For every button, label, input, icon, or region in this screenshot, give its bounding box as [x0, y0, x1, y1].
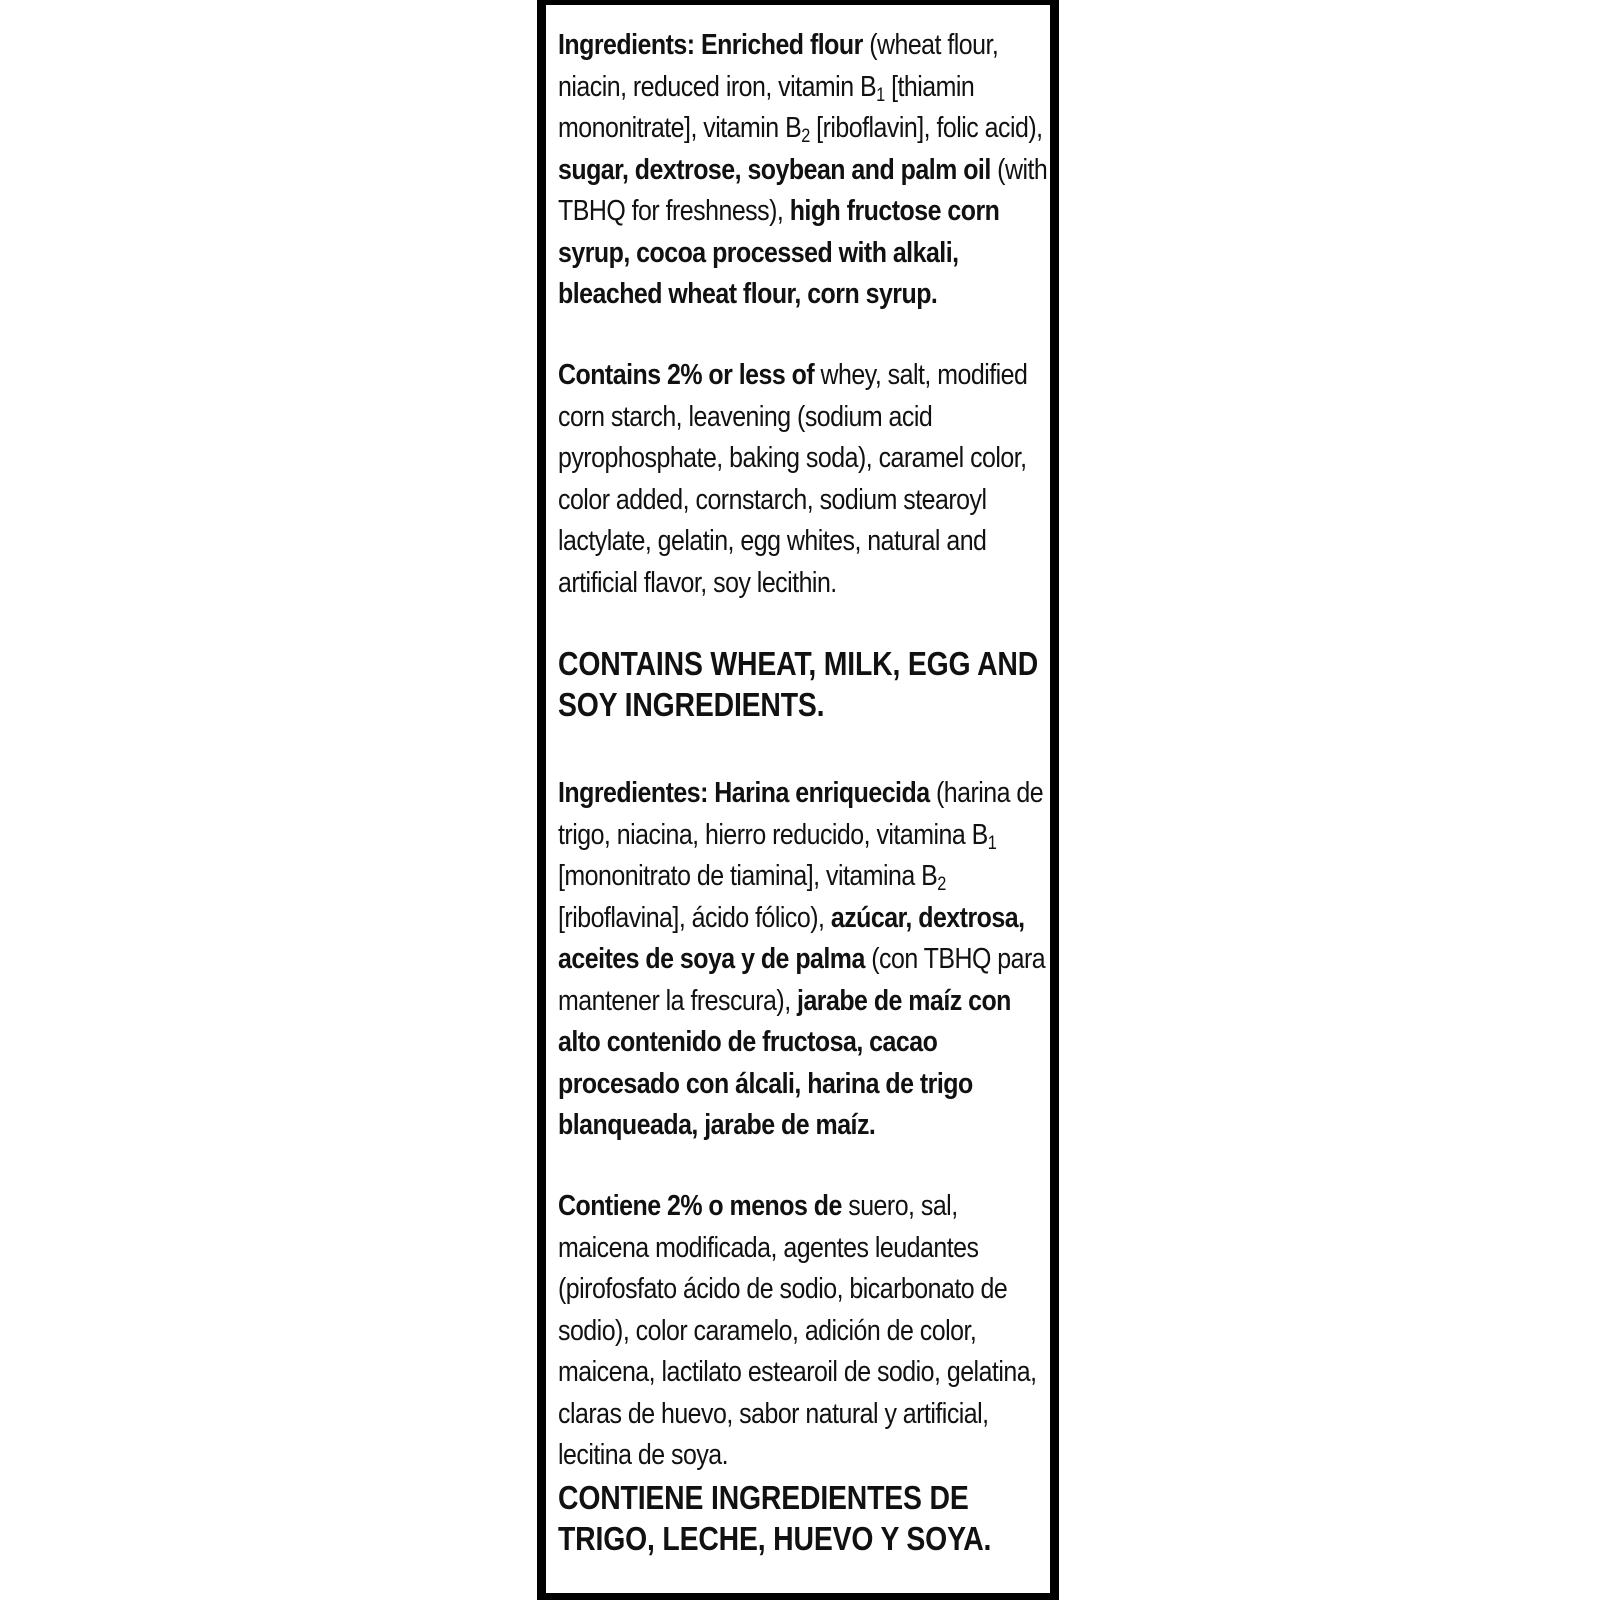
ingredient-text: [thiamin mononitrate], vitamin B	[558, 70, 975, 144]
ingredient-text: [mononitrato de tiamina], vitamina B	[558, 860, 938, 892]
spanish-minor-ingredients	[558, 1186, 1048, 1477]
ingredient-text: [riboflavina], ácido fólico),	[558, 901, 831, 934]
vitamin-subscript: 2	[937, 874, 946, 895]
bold-ingredient-text: sugar, dextrose, soybean and palm oil	[558, 153, 991, 186]
vitamin-subscript: 1	[987, 832, 997, 854]
english-minor-ingredients	[558, 355, 1048, 604]
english-allergen-statement: CONTAINS WHEAT, MILK, EGG AND SOY INGREDIENTS.	[558, 645, 1039, 723]
ingredient-text: [riboflavin], folic acid),	[809, 112, 1043, 144]
bold-ingredient-text: Ingredientes: Harina enriquecida	[558, 777, 930, 809]
ingredient-text: (harina de trigo, niacina, hierro reducido, vitamina B	[558, 777, 1044, 851]
bold-ingredient-text: Contains 2% or less of	[558, 359, 815, 391]
vitamin-subscript: 1	[876, 84, 885, 106]
ingredient-text: suero, sal, maicena modificada, agentes leudantes (pirofosfato ácido de sodio, bicarbonato de sodio), color caramelo, adición de color, maicena, lactilato estearoil de sodio, gelatina, claras de huevo, sabor natural y artificial, lecitina de soya.	[558, 1190, 1037, 1471]
ingredient-text: whey, salt, modified corn starch, leavening (sodium acid pyrophosphate, baking soda), caramel color, color added, cornstarch, sodium stearoyl lactylate, gelatin, egg whites, natural and artificial flavor, soy lecithin.	[558, 359, 1028, 599]
bold-ingredient-text: azúcar, dextrosa, aceites de soya y de palma	[558, 901, 1025, 975]
spanish-ingredients-list	[558, 773, 1048, 1147]
ingredient-text: (with TBHQ for freshness),	[558, 153, 1048, 227]
ingredient-text: (con TBHQ para mantener la frescura),	[558, 943, 1046, 1017]
bold-ingredient-text: Contiene 2% o menos de	[558, 1190, 842, 1222]
bold-ingredient-text: Ingredients: Enriched flour	[558, 29, 863, 61]
english-ingredients-list	[558, 25, 1048, 316]
ingredient-text: (wheat flour, niacin, reduced iron, vitamin B	[558, 29, 999, 103]
spanish-allergen-statement: CONTIENE INGREDIENTES DE TRIGO, LECHE, HUEVO Y SOYA.	[558, 1479, 992, 1557]
bold-ingredient-text: jarabe de maíz con alto contenido de fructosa, cacao procesado con álcali, harina de trigo blanqueada, jarabe de maíz.	[558, 984, 1011, 1141]
bold-ingredient-text: high fructose corn syrup, cocoa processed with alkali, bleached wheat flour, corn syrup.	[558, 195, 1000, 310]
ingredients-label-panel	[537, 0, 1059, 1600]
vitamin-subscript: 2	[801, 126, 810, 147]
